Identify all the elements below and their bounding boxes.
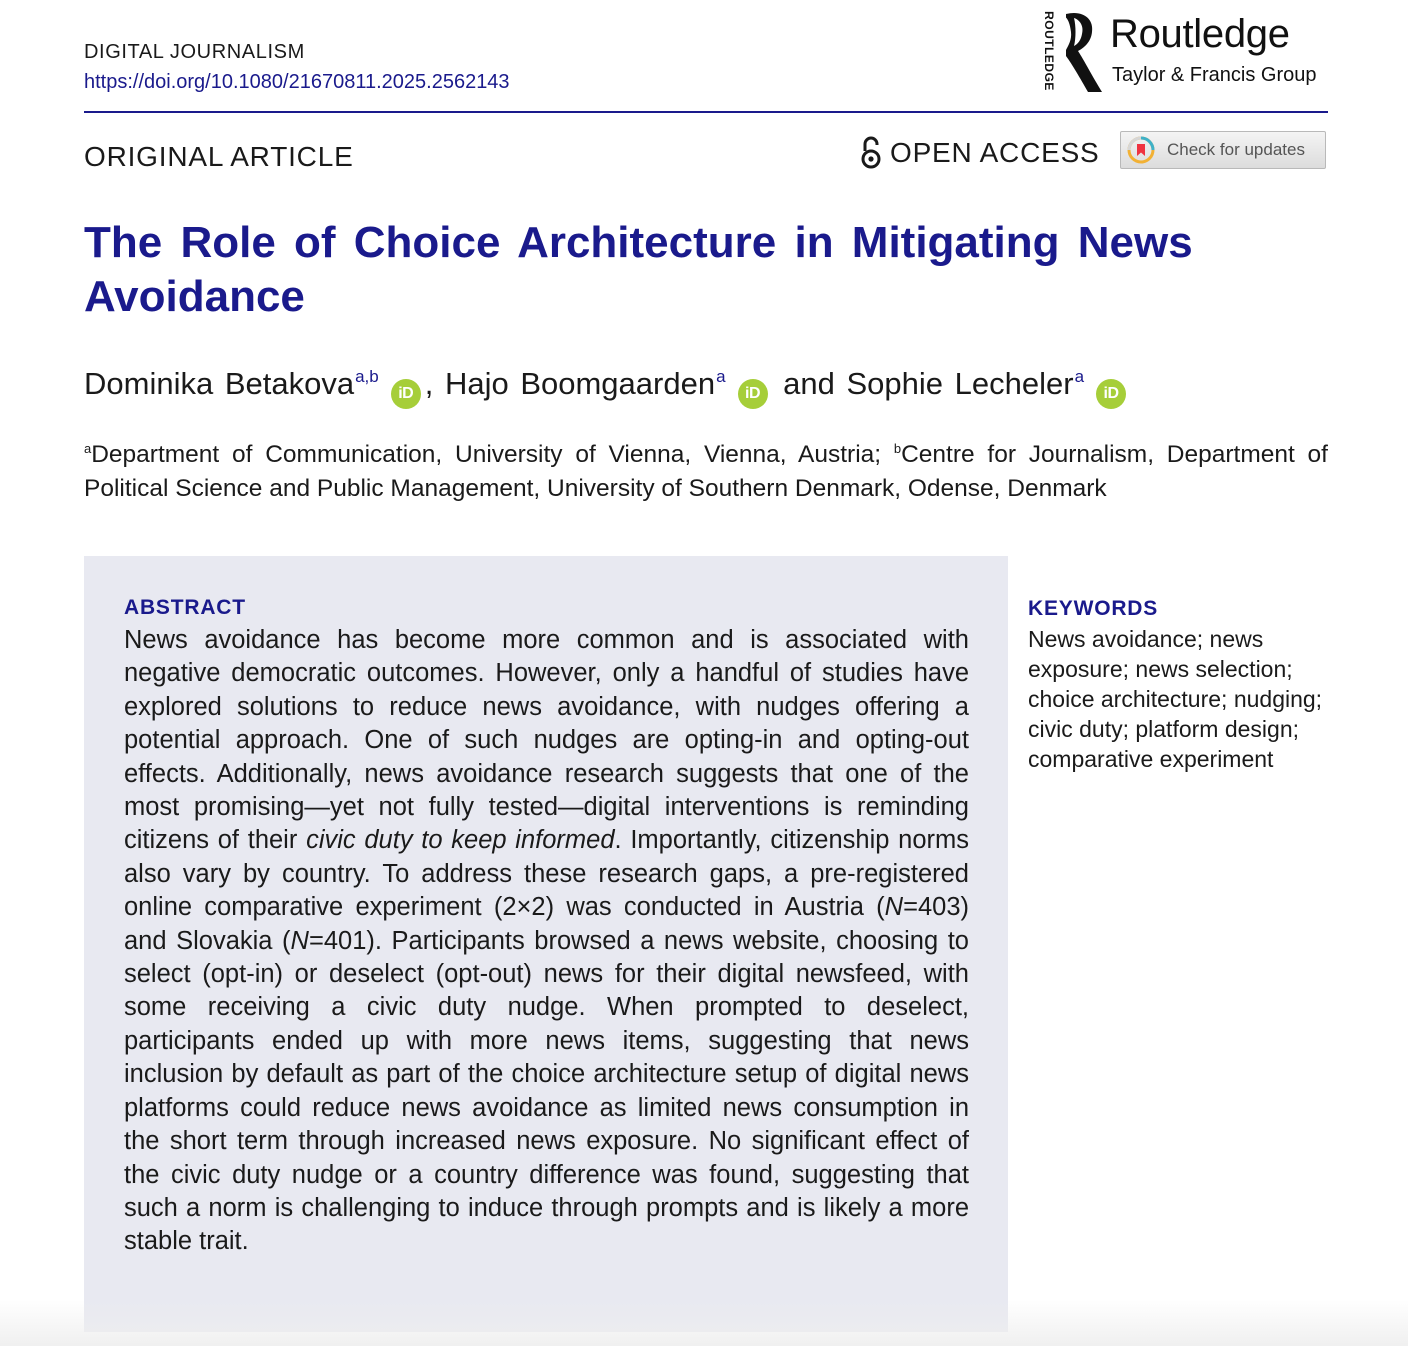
keywords-list: News avoidance; news exposure; news selection; choice architecture; nudging; civic duty; platform design; comparative experiment [1028, 626, 1323, 772]
author-affil-mark: a [1074, 367, 1085, 386]
author-separator: , [424, 366, 445, 401]
affiliations [84, 432, 1328, 506]
article-type: ORIGINAL ARTICLE [84, 141, 354, 172]
check-for-updates-label: Check for updates [1167, 140, 1305, 159]
publisher-group: Taylor & Francis Group [1112, 64, 1317, 86]
abstract-italic-phrase: civic duty to keep informed [306, 826, 615, 855]
abstract-body: News avoidance has become more common and is associated with negative democratic outcomes. However, only a handful of studies have explored solutions to reduce news avoidance, with nudges offering a potential approach. One of such nudges are opting-in and opting-out effects. Additionally, news avoidance research suggests that one of the most promising—yet not fully tested—digital interventions is reminding citizens of their civic duty to keep informed. Importantly, citizenship norms also vary by country. To address these research gaps, a pre-registered online comparative experiment (2×2) was conducted in Austria (N=403) and Slovakia (N=401). Participants browsed a news website, choosing to select (opt-in) or deselect (opt-out) news for their digital newsfeed, with some receiving a civic duty nudge. When prompted to deselect, participants ended up with more news items, suggesting that news inclusion by default as part of the choice architecture setup of digital news platforms could reduce news avoidance as limited news consumption in the short term through increased news exposure. No significant effect of the civic duty nudge or a country difference was found, suggesting that such a norm is challenging to induce through prompts and is likely a more stable trait. [124, 626, 969, 1256]
abstract-heading: ABSTRACT [124, 596, 246, 619]
author-name[interactable]: Dominika Betakova [84, 366, 355, 401]
routledge-r-icon [1058, 10, 1104, 96]
orcid-icon[interactable]: iD [738, 379, 768, 409]
orcid-icon[interactable]: iD [1096, 379, 1126, 409]
journal-name: DIGITAL JOURNALISM [84, 41, 305, 63]
keywords-heading: KEYWORDS [1028, 597, 1159, 620]
author-list [84, 366, 1130, 409]
orcid-icon[interactable]: iD [391, 379, 421, 409]
sample-size-symbol: N [290, 926, 309, 955]
publisher-vertical-label: ROUTLEDGE [1042, 11, 1056, 91]
publisher-logo [1040, 10, 1335, 96]
author-affil-mark: a,b [355, 367, 379, 386]
sample-size-symbol: N [884, 893, 904, 922]
open-access-badge [860, 136, 1100, 170]
article-title: The Role of Choice Architecture in Mitigating News Avoidance [84, 218, 1193, 321]
check-for-updates-button[interactable] [1120, 131, 1326, 169]
open-lock-icon [860, 136, 882, 170]
crossmark-icon [1127, 136, 1155, 164]
author-name[interactable]: Sophie Lecheler [846, 366, 1074, 401]
affil-mark-a: a [84, 441, 92, 456]
affiliation-b: Centre for Journalism, Department of Political Science and Public Management, University of Southern Denmark, Odense, Denmark [84, 441, 1328, 502]
header-divider [84, 111, 1328, 113]
publisher-name: Routledge [1110, 12, 1290, 56]
affiliation-a: Department of Communication, University of Vienna, Vienna, Austria; [91, 441, 894, 468]
doi-link[interactable]: https://doi.org/10.1080/21670811.2025.2562143 [84, 71, 510, 93]
author-affil-mark: a [716, 367, 726, 386]
open-access-label: OPEN ACCESS [890, 137, 1100, 168]
author-separator: and [771, 366, 847, 401]
author-name[interactable]: Hajo Boomgaarden [444, 366, 716, 401]
affil-mark-b: b [893, 441, 902, 456]
